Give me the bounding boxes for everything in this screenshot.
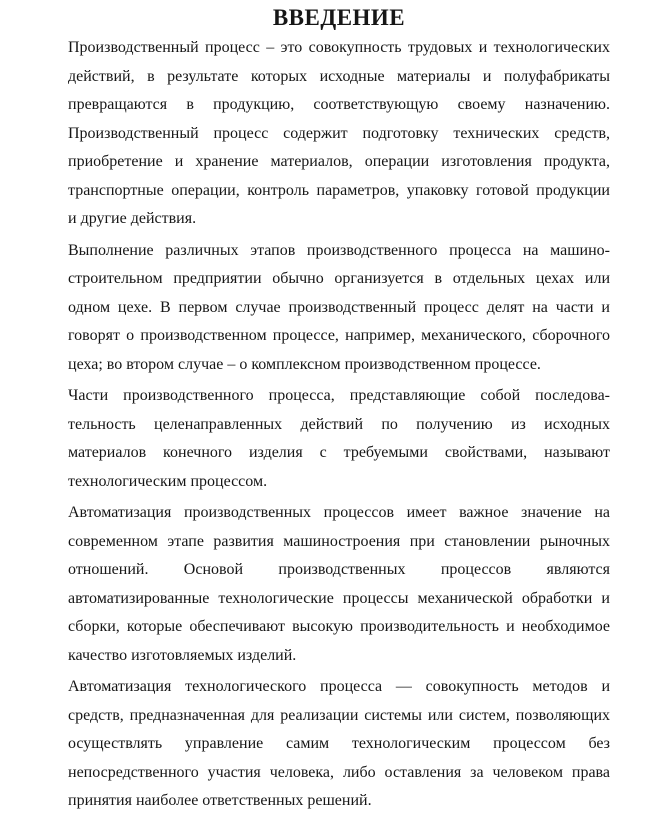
text-line: цеха; во втором случае – о комплексном производственном процессе. [68, 355, 541, 373]
text-line: современном этапе развития машиностроения при становлении рыночных [68, 532, 610, 550]
document-body [68, 34, 610, 816]
text-line: Части производственного процесса, представляющие собой последова- [68, 387, 610, 404]
text-line: Автоматизация технологического процесса — совокупность методов и [68, 678, 610, 695]
text-line: Производственный процесс – это совокупность трудовых и технологических [68, 39, 610, 56]
text-line: технологическим процессом. [68, 472, 268, 490]
text-line: и другие действия. [68, 210, 197, 227]
text-line: приобретение и хранение материалов, операции изготовления продукта, [68, 153, 610, 170]
text-line: действий, в результате которых исходные материалы и полуфабрикаты [68, 67, 610, 85]
text-line: принятия наиболее ответственных решений. [68, 792, 372, 809]
paragraph [68, 34, 610, 234]
text-line: одном цехе. В первом случае производственный процесс делят на части и [68, 298, 610, 316]
text-line: материалов конечного изделия с требуемыми свойствами, называют [68, 444, 610, 461]
text-line: Производственный процесс содержит подготовку технических средств, [68, 124, 610, 142]
text-line: строительном предприятии обычно организуется в отдельных цехах или [68, 270, 610, 287]
text-line: Выполнение различных этапов производственного процесса на машино- [68, 241, 610, 259]
text-line: превращаются в продукцию, соответствующую своему назначению. [68, 96, 610, 113]
page-title: ВВЕДЕНИЕ [272, 5, 406, 30]
text-line: отношений. Основой производственных процессов являются [68, 561, 610, 578]
text-line: качество изготовляемых изделий. [68, 646, 297, 664]
text-line: средств, предназначенная для реализации системы или систем, позволяющих [68, 706, 610, 724]
text-line: транспортные операции, контроль параметров, упаковку готовой продукции [68, 181, 610, 199]
text-line: осуществлять управление самим технологическим процессом без [68, 735, 610, 752]
text-line: автоматизированные технологические процессы механической обработки и [68, 589, 610, 607]
text-line: непосредственного участия человека, либо оставления за человеком права [68, 763, 610, 781]
text-line: Автоматизация производственных процессов имеет важное значение на [68, 504, 610, 521]
paragraph [68, 499, 610, 670]
text-line: сборки, которые обеспечивают высокую производительность и необходимое [68, 618, 610, 635]
text-line: говорят о производственном процессе, например, механического, сборочного [68, 327, 610, 344]
paragraph [68, 237, 610, 380]
paragraph [68, 382, 610, 496]
text-line: тельность целенаправленных действий по получению из исходных [68, 415, 610, 433]
paragraph [68, 673, 610, 816]
